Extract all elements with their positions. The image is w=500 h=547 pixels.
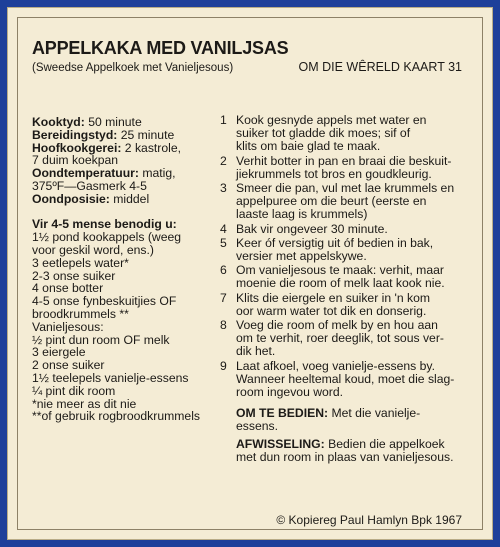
ingredient-item: 3 eetlepels water*	[32, 255, 129, 270]
step-line: suiker tot gladde dik moes; sif of	[236, 126, 411, 141]
step-line: versier met appelskywe.	[236, 249, 367, 264]
step-line: room ingevou word.	[236, 385, 344, 400]
ingredient-item: ½ pint dun room OF melk	[32, 332, 170, 347]
method-step	[220, 319, 470, 359]
step-line: Wanneer heeltemal koud, moet die slag-	[236, 371, 455, 386]
serving-label: OM TE BEDIEN:	[236, 406, 329, 421]
step-line: oor warm water tot dik en donserig.	[236, 303, 427, 318]
step-line: Kook gesnyde appels met water en	[236, 113, 427, 127]
serving-text: Met die vanielje-	[328, 406, 421, 421]
step-number: 9	[220, 358, 227, 373]
step-line: dik het.	[236, 344, 276, 359]
method-step	[220, 223, 470, 236]
method-step	[220, 360, 470, 400]
step-number: 7	[220, 290, 227, 305]
copyright-notice: © Kopiereg Paul Hamlyn Bpk 1967	[276, 513, 462, 527]
step-line: moenie die room of melk laat kook nie.	[236, 276, 445, 291]
serving-text-cont: essens.	[236, 419, 279, 434]
step-line: Om vanieljesous te maak: verhit, maar	[236, 263, 444, 278]
step-line: klits om baie glad te maak.	[236, 139, 381, 154]
ingredient-item: 4-5 onse fynbeskuitjies OF	[32, 294, 177, 309]
recipe-title: APPELKAKA MED VANILJSAS	[32, 38, 289, 58]
step-line: Klits die eiergele en suiker in 'n kom	[236, 290, 431, 305]
variation-text: Bedien die appelkoek	[324, 436, 445, 451]
ingredient-footnote: *nie meer as dit nie	[32, 396, 137, 411]
method-step	[220, 292, 470, 318]
step-number: 3	[220, 181, 227, 196]
method-step	[220, 114, 470, 154]
cook-time: Kooktyd: 50 minute	[32, 115, 142, 129]
step-line: Keer óf versigtig uit óf bedien in bak,	[236, 235, 434, 250]
equipment-cont: 7 duim koekpan	[32, 153, 119, 168]
step-line: Verhit botter in pan en braai die beskuit-	[236, 153, 452, 168]
step-number: 5	[220, 235, 227, 250]
step-line: Laat afkoel, voeg vanielje-essens by.	[236, 358, 435, 373]
card-number: OM DIE WÊRELD KAART 31	[298, 60, 462, 74]
recipe-subtitle: (Sweedse Appelkoek met Vanieljesous)	[32, 62, 234, 74]
ingredient-item: ¼ pint dik room	[32, 383, 116, 398]
step-line: Bak vir ongeveer 30 minute.	[236, 221, 388, 236]
step-line: Voeg die room of melk by en hou aan	[236, 318, 438, 333]
ingredient-item: 4 onse botter	[32, 281, 104, 296]
step-line: om te verhit, roer deeglik, tot sous ver-	[236, 331, 444, 346]
step-number: 4	[220, 221, 227, 236]
step-number: 6	[220, 263, 227, 278]
variation-note	[236, 438, 470, 464]
oven-position: Oondposisie: middel	[32, 191, 150, 206]
method-step	[220, 155, 470, 181]
ingredient-item: broodkrummels **	[32, 306, 129, 321]
step-line: laaste laag is krummels)	[236, 207, 368, 222]
ingredient-item: 3 eiergele	[32, 345, 86, 360]
recipe-info-column	[32, 116, 222, 423]
ingredient-item: voor geskil word, ens.)	[32, 242, 154, 257]
ingredients-list	[32, 231, 222, 423]
ingredient-item: Vanieljesous:	[32, 319, 104, 334]
step-line: jiekrummels tot bros en goudkleurig.	[236, 166, 432, 181]
ingredient-item: 1½ teelepels vanielje-essens	[32, 370, 189, 385]
prep-time: Bereidingstyd: 25 minute	[32, 127, 175, 142]
method-step	[220, 237, 470, 263]
step-line: appelpuree om die beurt (eerste en	[236, 194, 427, 209]
ingredient-item: 2-3 onse suiker	[32, 268, 116, 283]
oven-temperature-cont: 375ºF—Gasmerk 4-5	[32, 178, 147, 193]
method-step	[220, 182, 470, 222]
method-column	[220, 114, 470, 464]
variation-text-cont: met dun room in plaas van vanieljesous.	[236, 449, 454, 464]
step-line: Smeer die pan, vul met lae krummels en	[236, 181, 455, 196]
serving-note	[236, 407, 470, 433]
ingredient-footnote: **of gebruik rogbroodkrummels	[32, 409, 200, 424]
ingredient-item: 1½ pond kookappels (weeg	[32, 230, 182, 245]
step-number: 1	[220, 113, 227, 127]
ingredients-heading: Vir 4-5 mense benodig u:	[32, 217, 177, 232]
equipment: Hoofkookgerei: 2 kastrole,	[32, 140, 182, 155]
step-number: 2	[220, 153, 227, 168]
variation-label: AFWISSELING:	[236, 436, 325, 451]
method-step	[220, 264, 470, 290]
ingredient-item: 2 onse suiker	[32, 358, 105, 373]
step-number: 8	[220, 318, 227, 333]
oven-temperature: Oondtemperatuur: matig,	[32, 166, 176, 181]
